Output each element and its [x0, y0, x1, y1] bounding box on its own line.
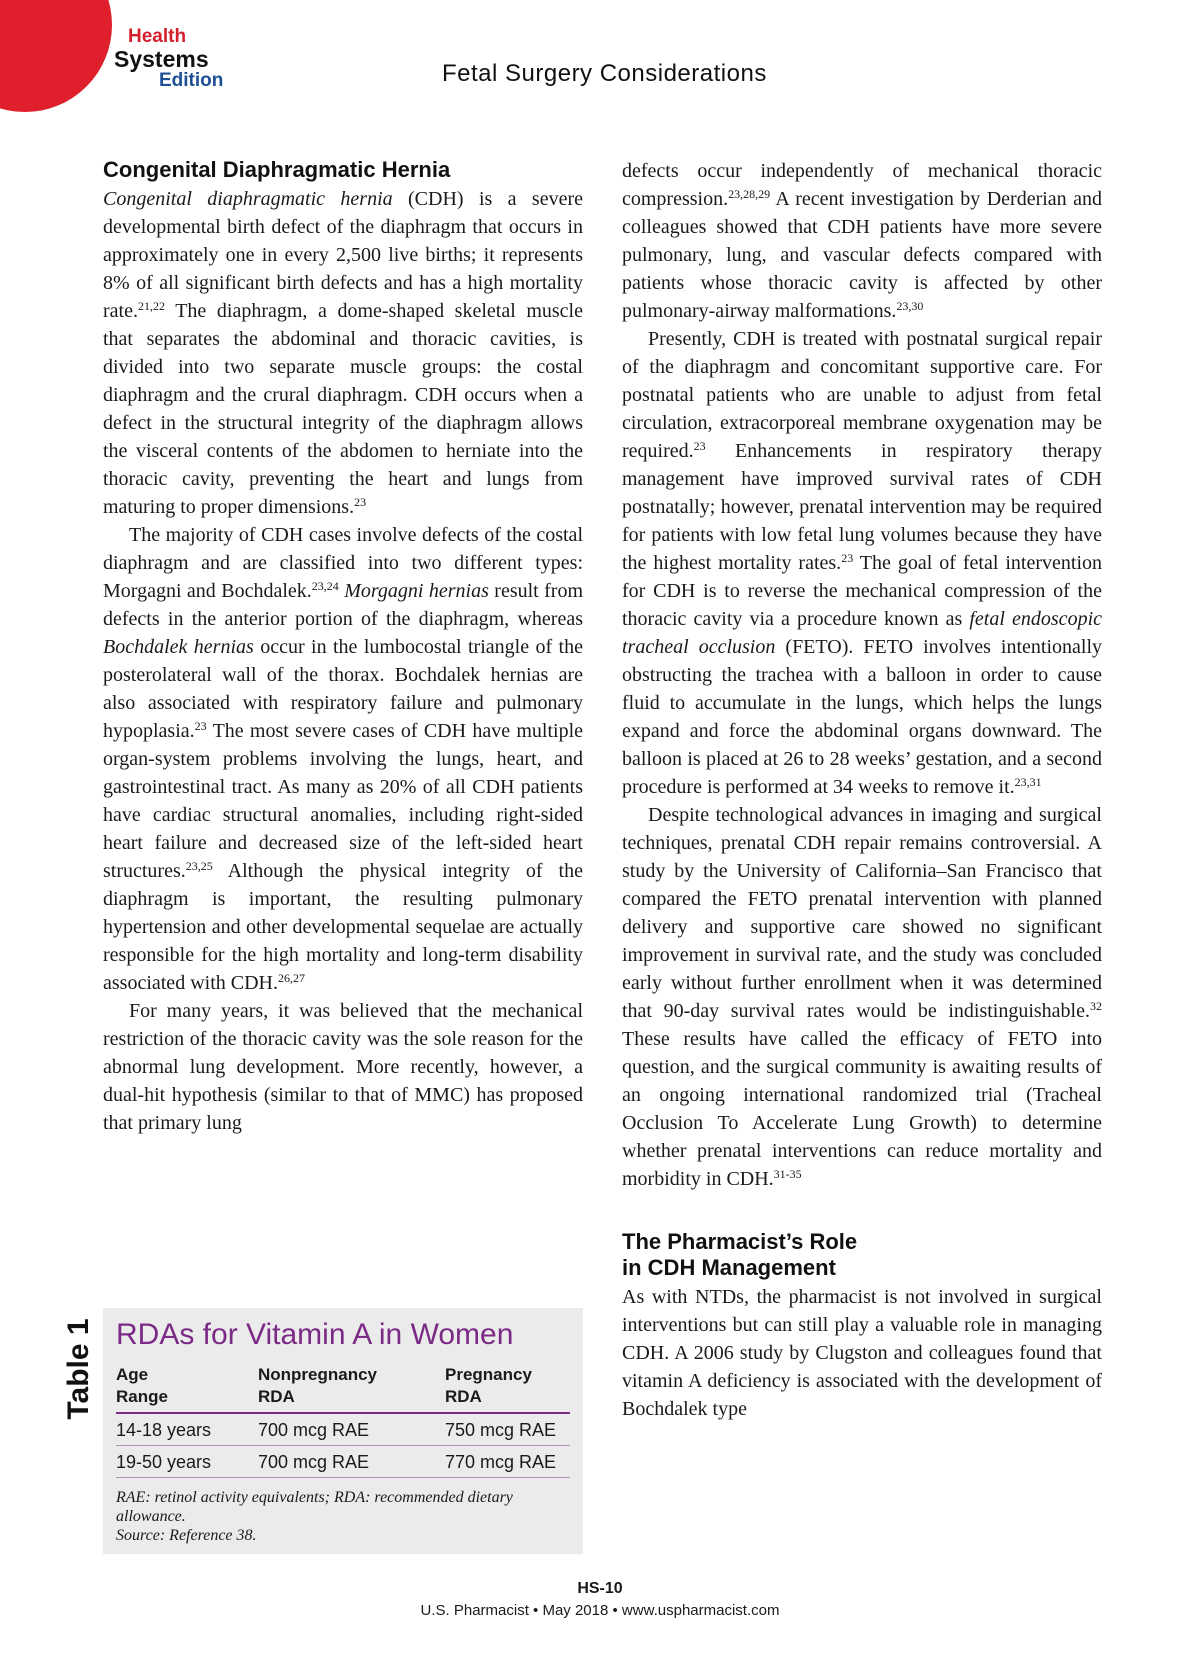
table-row [116, 1446, 570, 1478]
section-heading-pharmacist-role: The Pharmacist’s Role in CDH Management [622, 1229, 858, 1280]
text-run: occur in the lumbocostal triangle of the posterolateral wall of the thorax. Bochdalek hernias are also associated with respiratory failure and pulmonary hypoplasia. [103, 636, 583, 742]
table-note-source: Source: Reference 38. [116, 1527, 257, 1544]
right-column [622, 157, 1102, 1423]
paragraph-cdh-intro [103, 185, 583, 521]
table-header-row [116, 1364, 570, 1413]
table-note-abbreviations: RAE: retinol activity equivalents; RDA: recommended dietary allowance. [116, 1489, 513, 1525]
term-cdh: Congenital diaphragmatic hernia [103, 188, 393, 210]
citation: 32 [1090, 999, 1102, 1013]
citation: 23,30 [896, 299, 924, 313]
rda-table-box [103, 1308, 583, 1554]
citation: 26,27 [277, 971, 305, 985]
edition-logo [114, 26, 223, 92]
text-run: The majority of CDH cases involve defects of the costal diaphragm and are classified into two different types: Morgagni and Bochdalek. [103, 524, 583, 602]
citation: 31-35 [773, 1167, 802, 1181]
text-run: A recent investigation by Derderian and colleagues showed that CDH patients have more severe pulmonary, lung, and vascular defects compared with patients whose thoracic cavity is affected by other pulmonary-airway malformations. [622, 188, 1102, 322]
citation: 21,22 [137, 299, 165, 313]
term-feto: fetal endoscopic tracheal occlusion [622, 608, 1102, 658]
text-run: The diaphragm, a dome-shaped skeletal muscle that separates the abdominal and thoracic cavities, is divided into two separate muscle groups: the costal diaphragm and the crural diaphragm. CDH occurs when a defect in the structural integrity of the diaphragm allows the visceral contents of the abdomen to herniate into the thoracic cavity, preventing the heart and lungs from maturing to proper dimensions. [103, 300, 583, 518]
paragraph-mechanical-restriction: For many years, it was believed that the mechanical restriction of the thoracic cavity was the sole reason for the abnormal lung development. More recently, however, a dual-hit hypothesis (similar to that of MMC) has proposed that primary lung [103, 1000, 583, 1134]
paragraph-dual-hit [622, 157, 1102, 325]
left-column [103, 157, 583, 1137]
text-run: Presently, CDH is treated with postnatal surgical repair of the diaphragm and concomitant supportive care. For postnatal patients who are unable to adjust from fetal circulation, extracorporeal membrane oxygenation may be required. [622, 328, 1102, 462]
column-header-text: Age Range [116, 1365, 168, 1406]
citation: 23 [693, 439, 706, 453]
term-bochdalek: Bochdalek hernias [103, 636, 254, 658]
table-cell: 19-50 years [116, 1446, 258, 1478]
text-run: The most severe cases of CDH have multiple organ-system problems involving the lungs, heart, and gastrointestinal tract. As many as 20% of all CDH patients have cardiac structural anomalies, including right-sided heart failure and decreased size of the left-sided heart structures. [103, 720, 583, 882]
paragraph-controversy [622, 801, 1102, 1193]
table-footnotes [116, 1488, 570, 1545]
citation: 23,24 [311, 579, 339, 593]
paragraph-treatment [622, 325, 1102, 801]
section-heading-cdh: Congenital Diaphragmatic Hernia [103, 157, 451, 182]
text-run: Although the physical integrity of the diaphragm is important, the resulting pulmonary hypertension and other developmental sequelae are actually responsible for the high mortality and long-term disability associated with CDH. [103, 860, 583, 994]
table-cell: 750 mcg RAE [445, 1413, 570, 1446]
citation: 23 [841, 551, 854, 565]
column-header-text: Nonpregnancy RDA [258, 1365, 378, 1406]
rda-table [116, 1364, 570, 1478]
table-row [116, 1413, 570, 1446]
citation: 23,31 [1014, 775, 1042, 789]
text-run: result from defects in the anterior portion of the diaphragm, whereas [103, 580, 584, 630]
logo-systems: Systems [114, 46, 209, 72]
paragraph-pharmacist-role: As with NTDs, the pharmacist is not involved in surgical interventions but can still play a valuable role in managing CDH. A 2006 study by Clugston and colleagues found that vitamin A deficiency is associated with the development of Bochdalek type [622, 1286, 1102, 1420]
citation: 23,25 [185, 859, 213, 873]
column-header-pregnancy [445, 1364, 570, 1413]
text-run: defects occur independently of mechanical thoracic compression. [622, 160, 1102, 210]
text-run: These results have called the efficacy of FETO into question, and the surgical community is awaiting results of an ongoing international randomized trial (Tracheal Occlusion To Accelerate Lung Growth) to determine whether prenatal interventions can reduce mortality and morbidity in CDH. [622, 1028, 1102, 1190]
text-run: The goal of fetal intervention for CDH is to reverse the mechanical compression of the thoracic cavity via a procedure known as [622, 552, 1103, 630]
term-morgagni: Morgagni hernias [344, 580, 489, 602]
table-cell: 700 mcg RAE [258, 1446, 445, 1478]
column-header-text: Pregnancy RDA [445, 1365, 532, 1406]
text-run: Despite technological advances in imaging and surgical techniques, prenatal CDH repair remains controversial. A study by the University of California–San Francisco that compared the FETO prenatal intervention with planned delivery and supportive care showed no significant improvement in survival rate, and the study was concluded early without further enrollment when it was determined that 90-day survival rates would be indistinguishable. [622, 804, 1102, 1022]
table-cell: 770 mcg RAE [445, 1446, 570, 1478]
running-header-title: Fetal Surgery Considerations [442, 60, 767, 87]
text-run: (FETO). FETO involves intentionally obstructing the trachea with a balloon in order to cause fluid to accumulate in the lungs, which helps the lungs expand and force the abdominal organs downward. The balloon is placed at 26 to 28 weeks’ gestation, and a second procedure is performed at 34 weeks to remove it. [622, 636, 1102, 798]
logo-circle [0, 0, 112, 112]
page-number: HS-10 [577, 1580, 623, 1597]
text-run: (CDH) is a severe developmental birth defect of the diaphragm that occurs in approximately one in every 2,500 live births; it represents 8% of all significant birth defects and has a high mortality rate. [103, 188, 583, 322]
table-cell: 14-18 years [116, 1413, 258, 1446]
publication-info: U.S. Pharmacist • May 2018 • www.uspharmacist.com [420, 1602, 780, 1619]
table-title: RDAs for Vitamin A in Women [116, 1318, 514, 1351]
logo-edition: Edition [159, 70, 224, 91]
citation: 23,28,29 [728, 187, 771, 201]
column-header-nonpregnancy [258, 1364, 445, 1413]
logo-health: Health [128, 26, 187, 47]
paragraph-cdh-types [103, 521, 583, 997]
citation: 23 [194, 719, 207, 733]
text-run: Enhancements in respiratory therapy management have improved survival rates of CDH postnatally; however, prenatal intervention may be required for patients with low fetal lung volumes because they have the highest mortality rates. [622, 440, 1102, 574]
table-cell: 700 mcg RAE [258, 1413, 445, 1446]
column-header-age [116, 1364, 258, 1413]
table-label-text: Table 1 [62, 1318, 95, 1420]
table-label [60, 1308, 100, 1428]
citation: 23 [354, 495, 367, 509]
